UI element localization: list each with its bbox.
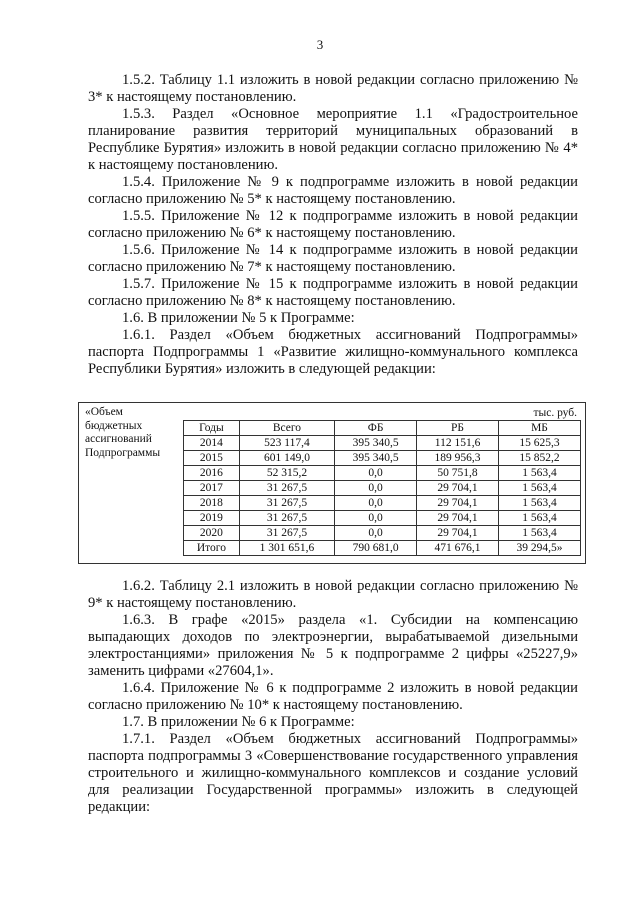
cell-year: 2017 xyxy=(184,481,240,496)
cell-total: 31 267,5 xyxy=(239,526,334,541)
cell-fb: 790 681,0 xyxy=(335,541,417,556)
cell-total: 31 267,5 xyxy=(239,481,334,496)
cell-mb: 15 852,2 xyxy=(499,451,581,466)
cell-mb: 1 563,4 xyxy=(499,466,581,481)
cell-rb: 29 704,1 xyxy=(417,496,499,511)
table-row xyxy=(184,496,581,511)
table-row xyxy=(184,526,581,541)
paragraph-1-7: 1.7. В приложении № 6 к Программе: xyxy=(122,714,355,730)
header-years: Годы xyxy=(184,421,240,436)
cell-rb: 112 151,6 xyxy=(417,436,499,451)
budget-table-header-row xyxy=(184,421,581,436)
cell-year: 2020 xyxy=(184,526,240,541)
paragraph-1-7-1: 1.7.1. Раздел «Объем бюджетных ассигнований Подпрограммы» паспорта подпрограммы 3 «Совершенствование государственного управления строительного и жилищно-коммунального комплексов и создание условий для реализации Государственной программы» изложить в следующей редакции: xyxy=(88,731,578,815)
budget-table-label: «Объем бюджетных ассигнований Подпрограммы xyxy=(85,406,161,459)
cell-rb: 29 704,1 xyxy=(417,481,499,496)
cell-fb: 0,0 xyxy=(335,526,417,541)
cell-mb: 1 563,4 xyxy=(499,481,581,496)
cell-fb: 0,0 xyxy=(335,496,417,511)
cell-year: 2018 xyxy=(184,496,240,511)
table-row xyxy=(184,481,581,496)
header-mb: МБ xyxy=(499,421,581,436)
header-total: Всего xyxy=(239,421,334,436)
cell-total: 52 315,2 xyxy=(239,466,334,481)
header-fb: ФБ xyxy=(335,421,417,436)
cell-year: 2016 xyxy=(184,466,240,481)
cell-fb: 395 340,5 xyxy=(335,451,417,466)
cell-total: 31 267,5 xyxy=(239,511,334,526)
table-row xyxy=(184,451,581,466)
cell-year: 2015 xyxy=(184,451,240,466)
paragraph-1-5-4: 1.5.4. Приложение № 9 к подпрограмме изложить в новой редакции согласно приложению № 5* к настоящему постановлению. xyxy=(88,174,578,207)
paragraph-1-6-1: 1.6.1. Раздел «Объем бюджетных ассигнований Подпрограммы» паспорта Подпрограммы 1 «Развитие жилищно-коммунального комплекса Республики Бурятия» изложить в следующей редакции: xyxy=(88,327,578,377)
paragraph-1-6-4: 1.6.4. Приложение № 6 к подпрограмме 2 изложить в новой редакции согласно приложению № 10* к настоящему постановлению. xyxy=(88,680,578,713)
cell-total: 31 267,5 xyxy=(239,496,334,511)
paragraph-1-6-2: 1.6.2. Таблицу 2.1 изложить в новой редакции согласно приложению № 9* к настоящему постановлению. xyxy=(88,578,578,611)
cell-mb: 39 294,5» xyxy=(499,541,581,556)
paragraph-1-6-3: 1.6.3. В графе «2015» раздела «1. Субсидии на компенсацию выпадающих доходов по электроэнергии, вырабатываемой дизельными электростанциями» приложения № 5 к подпрограмме 2 цифры «25227,9» заменить цифрами «27604,1». xyxy=(88,612,578,679)
cell-fb: 0,0 xyxy=(335,511,417,526)
header-rb: РБ xyxy=(417,421,499,436)
table-row-total xyxy=(184,541,581,556)
budget-table-frame xyxy=(78,402,586,564)
cell-rb: 50 751,8 xyxy=(417,466,499,481)
paragraph-1-5-5: 1.5.5. Приложение № 12 к подпрограмме изложить в новой редакции согласно приложению № 6* к настоящему постановлению. xyxy=(88,208,578,241)
table-row xyxy=(184,511,581,526)
paragraph-1-5-2: 1.5.2. Таблицу 1.1 изложить в новой редакции согласно приложению № 3* к настоящему постановлению. xyxy=(88,72,578,105)
cell-total: 523 117,4 xyxy=(239,436,334,451)
cell-rb: 29 704,1 xyxy=(417,526,499,541)
cell-rb: 29 704,1 xyxy=(417,511,499,526)
cell-fb: 0,0 xyxy=(335,466,417,481)
text-block-bottom xyxy=(88,578,578,816)
cell-total: 1 301 651,6 xyxy=(239,541,334,556)
cell-mb: 15 625,3 xyxy=(499,436,581,451)
cell-mb: 1 563,4 xyxy=(499,496,581,511)
text-block-top xyxy=(88,72,578,378)
budget-table-unit: тыс. руб. xyxy=(533,407,577,419)
paragraph-1-5-7: 1.5.7. Приложение № 15 к подпрограмме изложить в новой редакции согласно приложению № 8* к настоящему постановлению. xyxy=(88,276,578,309)
cell-total: 601 149,0 xyxy=(239,451,334,466)
cell-rb: 189 956,3 xyxy=(417,451,499,466)
budget-table xyxy=(183,420,581,556)
cell-year: Итого xyxy=(184,541,240,556)
table-row xyxy=(184,436,581,451)
paragraph-1-5-6: 1.5.6. Приложение № 14 к подпрограмме изложить в новой редакции согласно приложению № 7* к настоящему постановлению. xyxy=(88,242,578,275)
cell-fb: 395 340,5 xyxy=(335,436,417,451)
cell-mb: 1 563,4 xyxy=(499,526,581,541)
table-row xyxy=(184,466,581,481)
paragraph-1-6: 1.6. В приложении № 5 к Программе: xyxy=(122,310,355,326)
cell-rb: 471 676,1 xyxy=(417,541,499,556)
page-number: 3 xyxy=(316,37,324,52)
paragraph-1-5-3: 1.5.3. Раздел «Основное мероприятие 1.1 «Градостроительное планирование развития территорий муниципальных образований в Республике Бурятия» изложить в новой редакции согласно приложению № 4* к настоящему постановлению. xyxy=(88,106,578,173)
cell-mb: 1 563,4 xyxy=(499,511,581,526)
cell-year: 2014 xyxy=(184,436,240,451)
cell-fb: 0,0 xyxy=(335,481,417,496)
cell-year: 2019 xyxy=(184,511,240,526)
